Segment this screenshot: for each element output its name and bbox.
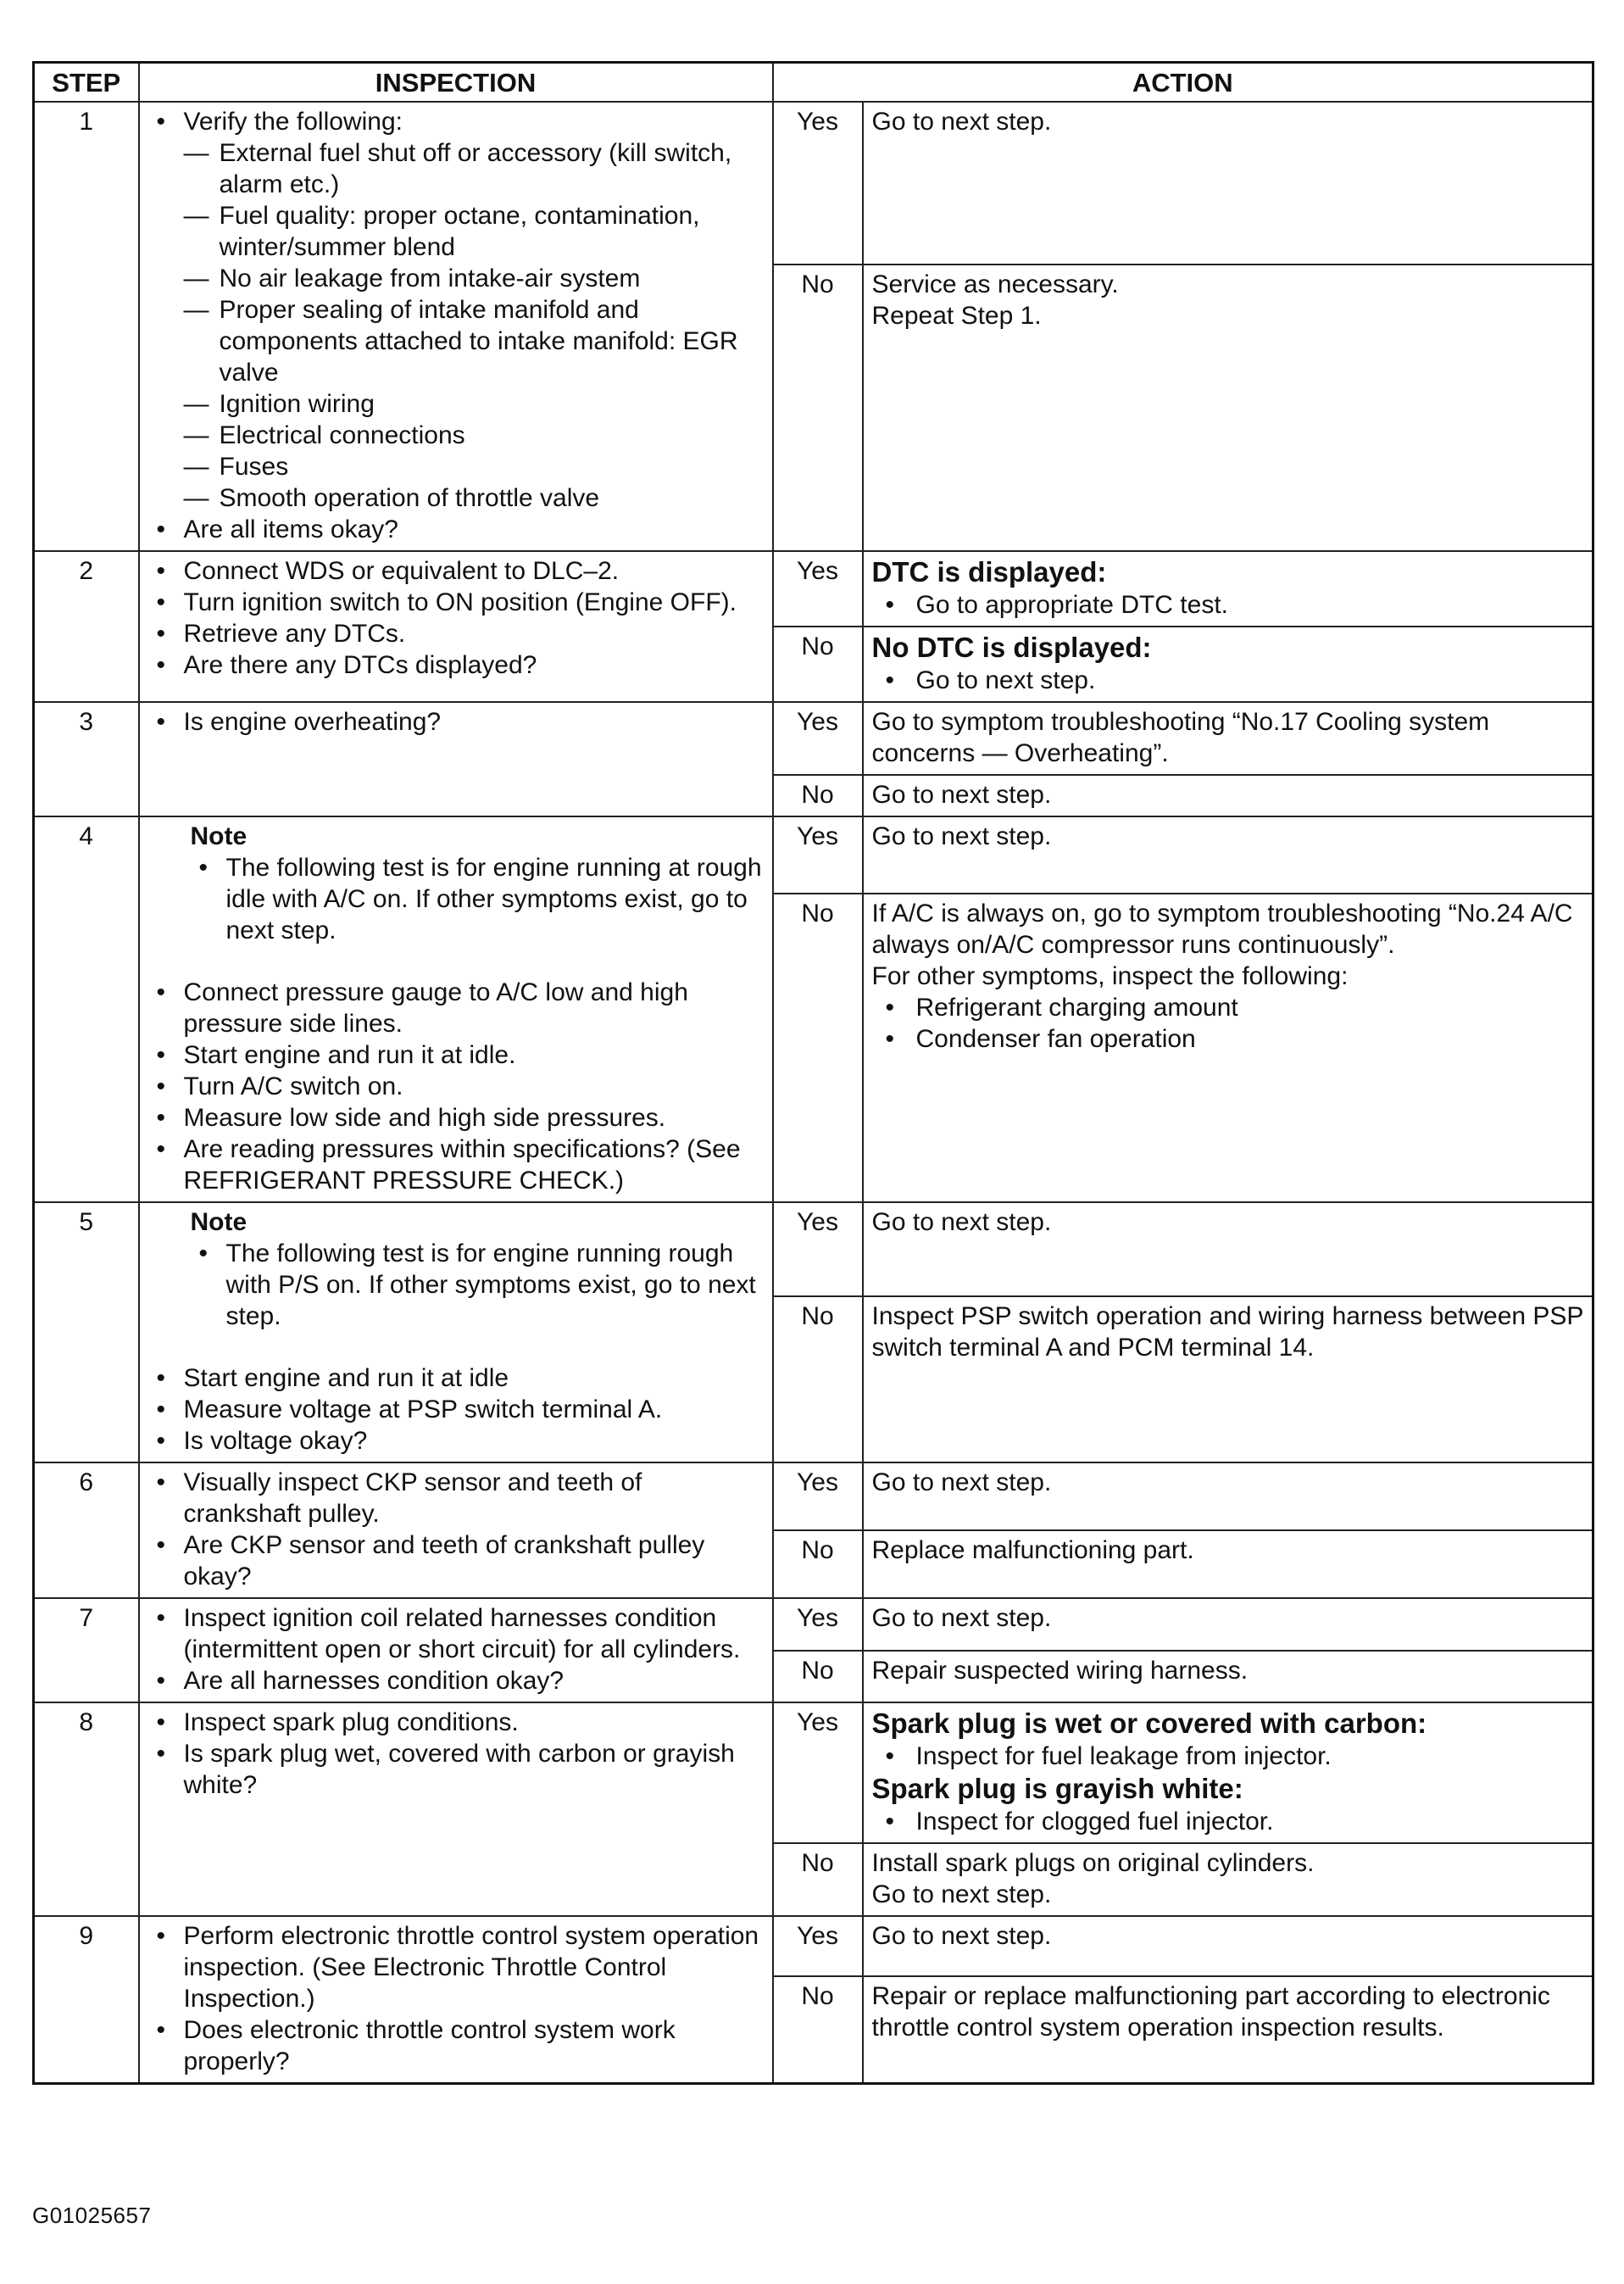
- action-cell: [863, 1598, 1593, 1651]
- action-cell: [863, 1651, 1593, 1703]
- action-text: Install spark plugs on original cylinders.: [871, 1849, 1315, 1877]
- inspection-item-list: [148, 977, 764, 1196]
- inspection-item: • Measure voltage at PSP switch terminal A.: [148, 1394, 764, 1425]
- action-cell: [863, 816, 1593, 894]
- table-row: [34, 1916, 1593, 1976]
- inspection-item: • Perform electronic throttle control system operation inspection. (See Electronic Throttle Control Inspection.): [148, 1920, 764, 2014]
- note-item: • The following test is for engine running at rough idle with A/C on. If other symptoms exist, go to next step.: [191, 852, 764, 946]
- inspection-item: • Are there any DTCs displayed?: [148, 649, 764, 681]
- note-item: • The following test is for engine running rough with P/S on. If other symptoms exist, go to next step.: [191, 1238, 764, 1332]
- inspection-item: • Are all harnesses condition okay?: [148, 1665, 764, 1696]
- action-text: Repair suspected wiring harness.: [871, 1656, 1249, 1685]
- inspection-item-list: [148, 106, 764, 137]
- inspection-cell: [139, 551, 773, 702]
- action-cell: [863, 702, 1593, 775]
- action-bullet: • Refrigerant charging amount: [872, 992, 1584, 1023]
- table-row: [34, 551, 1593, 627]
- diagnostic-table: [32, 61, 1594, 2085]
- action-cell: [863, 1202, 1593, 1296]
- inspection-item-list: [148, 555, 764, 681]
- action-text: Go to next step.: [871, 822, 1052, 850]
- action-bullet: • Condenser fan operation: [872, 1023, 1584, 1055]
- inspection-item: • Are reading pressures within specifications? (See REFRIGERANT PRESSURE CHECK.): [148, 1134, 764, 1196]
- result-label: Yes: [773, 702, 863, 775]
- inspection-subitem: — Fuel quality: proper octane, contamination, winter/summer blend: [184, 200, 764, 263]
- result-label: No: [773, 265, 863, 551]
- action-text: Go to next step.: [871, 1880, 1052, 1908]
- action-bullet: • Go to next step.: [872, 665, 1584, 696]
- result-label: No: [773, 894, 863, 1202]
- action-text: Go to symptom troubleshooting “No.17 Cooling system concerns — Overheating”.: [871, 708, 1490, 767]
- inspection-item: • Is engine overheating?: [148, 706, 764, 738]
- figure-id: G01025657: [32, 2203, 152, 2228]
- inspection-item-list: [148, 1362, 764, 1457]
- inspection-item: • Does electronic throttle control system work properly?: [148, 2014, 764, 2077]
- result-label: No: [773, 1530, 863, 1598]
- table-body: [34, 102, 1593, 2084]
- inspection-item-list: [148, 1602, 764, 1696]
- action-cell: [863, 265, 1593, 551]
- inspection-item: • Start engine and run it at idle: [148, 1362, 764, 1394]
- step-number: 6: [34, 1462, 139, 1598]
- inspection-item: • Connect WDS or equivalent to DLC–2.: [148, 555, 764, 587]
- inspection-item: • Visually inspect CKP sensor and teeth of crankshaft pulley.: [148, 1467, 764, 1529]
- action-text: Go to next step.: [871, 1922, 1052, 1950]
- action-text: For other symptoms, inspect the following:: [871, 961, 1349, 990]
- action-cell: [863, 775, 1593, 816]
- action-bullet-list: [872, 589, 1584, 621]
- result-label: Yes: [773, 816, 863, 894]
- inspection-subitem: — Smooth operation of throttle valve: [184, 482, 764, 514]
- action-text: Repair or replace malfunctioning part according to electronic throttle control system operation inspection results.: [871, 1982, 1550, 2042]
- inspection-item-list: [148, 514, 764, 545]
- spacer: [148, 1332, 764, 1362]
- inspection-item: • Is voltage okay?: [148, 1425, 764, 1457]
- action-heading: No DTC is displayed:: [871, 632, 1152, 663]
- table-row: [34, 1202, 1593, 1296]
- result-label: Yes: [773, 102, 863, 265]
- action-bullet: • Inspect for clogged fuel injector.: [872, 1806, 1584, 1837]
- inspection-column-header: INSPECTION: [139, 63, 773, 103]
- action-cell: [863, 1976, 1593, 2083]
- result-label: Yes: [773, 551, 863, 627]
- note-label: Note: [190, 822, 247, 850]
- result-label: No: [773, 1651, 863, 1703]
- result-label: Yes: [773, 1702, 863, 1843]
- inspection-item: • Is spark plug wet, covered with carbon or grayish white?: [148, 1738, 764, 1801]
- step-number: 4: [34, 816, 139, 1202]
- result-label: Yes: [773, 1916, 863, 1976]
- inspection-item: • Inspect ignition coil related harnesses condition (intermittent open or short circuit) for all cylinders.: [148, 1602, 764, 1665]
- note-item-list: [191, 1238, 764, 1332]
- result-label: Yes: [773, 1202, 863, 1296]
- action-text: Inspect PSP switch operation and wiring harness between PSP switch terminal A and PCM terminal 14.: [871, 1302, 1583, 1362]
- action-cell: [863, 1462, 1593, 1530]
- action-column-header: ACTION: [773, 63, 1593, 103]
- action-cell: [863, 894, 1593, 1202]
- inspection-item: • Are CKP sensor and teeth of crankshaft pulley okay?: [148, 1529, 764, 1592]
- inspection-item: • Connect pressure gauge to A/C low and high pressure side lines.: [148, 977, 764, 1039]
- result-label: No: [773, 1296, 863, 1462]
- step-number: 2: [34, 551, 139, 702]
- inspection-item-list: [148, 1920, 764, 2077]
- step-number: 5: [34, 1202, 139, 1462]
- table-row: [34, 102, 1593, 265]
- inspection-item: • Are all items okay?: [148, 514, 764, 545]
- inspection-cell: [139, 1702, 773, 1916]
- action-heading: DTC is displayed:: [871, 556, 1107, 588]
- inspection-item-list: [148, 1707, 764, 1801]
- inspection-item: • Inspect spark plug conditions.: [148, 1707, 764, 1738]
- action-text: Repeat Step 1.: [871, 302, 1042, 331]
- note-label: Note: [190, 1208, 247, 1236]
- sub-items-wrap: [148, 137, 764, 514]
- inspection-subitem-list: [184, 137, 764, 514]
- inspection-subitem: — Ignition wiring: [184, 388, 764, 420]
- inspection-subitem: — External fuel shut off or accessory (kill switch, alarm etc.): [184, 137, 764, 200]
- inspection-cell: [139, 1462, 773, 1598]
- step-number: 9: [34, 1916, 139, 2084]
- step-number: 1: [34, 102, 139, 551]
- inspection-subitem: — Fuses: [184, 451, 764, 482]
- inspection-cell: [139, 102, 773, 551]
- action-heading: Spark plug is grayish white:: [871, 1773, 1243, 1804]
- result-label: Yes: [773, 1462, 863, 1530]
- inspection-subitem: — Proper sealing of intake manifold and components attached to intake manifold: EGR valve: [184, 294, 764, 388]
- spacer: [148, 946, 764, 977]
- table-row: [34, 1702, 1593, 1843]
- step-number: 8: [34, 1702, 139, 1916]
- action-cell: [863, 1530, 1593, 1598]
- result-label: No: [773, 1976, 863, 2083]
- inspection-item: • Retrieve any DTCs.: [148, 618, 764, 649]
- action-cell: [863, 551, 1593, 627]
- inspection-cell: [139, 816, 773, 1202]
- action-text: Service as necessary.: [871, 270, 1119, 299]
- action-cell: [863, 627, 1593, 702]
- inspection-item: • Measure low side and high side pressures.: [148, 1102, 764, 1134]
- action-text: Go to next step.: [871, 1604, 1052, 1632]
- inspection-cell: [139, 1916, 773, 2084]
- action-cell: [863, 102, 1593, 265]
- action-text: If A/C is always on, go to symptom troubleshooting “No.24 A/C always on/A/C compressor runs continuously”.: [871, 899, 1573, 959]
- result-label: No: [773, 1843, 863, 1916]
- table-row: [34, 816, 1593, 894]
- action-text: Go to next step.: [871, 781, 1052, 809]
- action-cell: [863, 1702, 1593, 1843]
- action-heading: Spark plug is wet or covered with carbon:: [871, 1707, 1427, 1739]
- table-row: [34, 702, 1593, 775]
- troubleshooting-document: [32, 61, 1592, 2085]
- inspection-subitem: — No air leakage from intake-air system: [184, 263, 764, 294]
- inspection-subitem: — Electrical connections: [184, 420, 764, 451]
- table-row: [34, 1462, 1593, 1530]
- inspection-cell: [139, 1598, 773, 1702]
- step-number: 7: [34, 1598, 139, 1702]
- result-label: No: [773, 775, 863, 816]
- action-text: Go to next step.: [871, 1468, 1052, 1496]
- step-column-header: STEP: [34, 63, 139, 103]
- inspection-item-list: [148, 1467, 764, 1592]
- action-bullet: • Go to appropriate DTC test.: [872, 589, 1584, 621]
- inspection-cell: [139, 702, 773, 816]
- action-cell: [863, 1916, 1593, 1976]
- inspection-item: • Turn A/C switch on.: [148, 1071, 764, 1102]
- step-number: 3: [34, 702, 139, 816]
- inspection-item: • Verify the following:: [148, 106, 764, 137]
- action-text: Replace malfunctioning part.: [871, 1536, 1194, 1564]
- result-label: Yes: [773, 1598, 863, 1651]
- inspection-item: • Start engine and run it at idle.: [148, 1039, 764, 1071]
- action-bullet-list: [872, 992, 1584, 1055]
- action-bullet-list: [872, 1741, 1584, 1772]
- action-bullet: • Inspect for fuel leakage from injector.: [872, 1741, 1584, 1772]
- result-label: No: [773, 627, 863, 702]
- action-cell: [863, 1296, 1593, 1462]
- inspection-cell: [139, 1202, 773, 1462]
- inspection-item: • Turn ignition switch to ON position (Engine OFF).: [148, 587, 764, 618]
- action-bullet-list: [872, 665, 1584, 696]
- action-text: Go to next step.: [871, 1208, 1052, 1236]
- inspection-item-list: [148, 706, 764, 738]
- table-header-row: [34, 63, 1593, 103]
- action-text: Go to next step.: [871, 108, 1052, 136]
- table-row: [34, 1598, 1593, 1651]
- action-cell: [863, 1843, 1593, 1916]
- note-item-list: [191, 852, 764, 946]
- action-bullet-list: [872, 1806, 1584, 1837]
